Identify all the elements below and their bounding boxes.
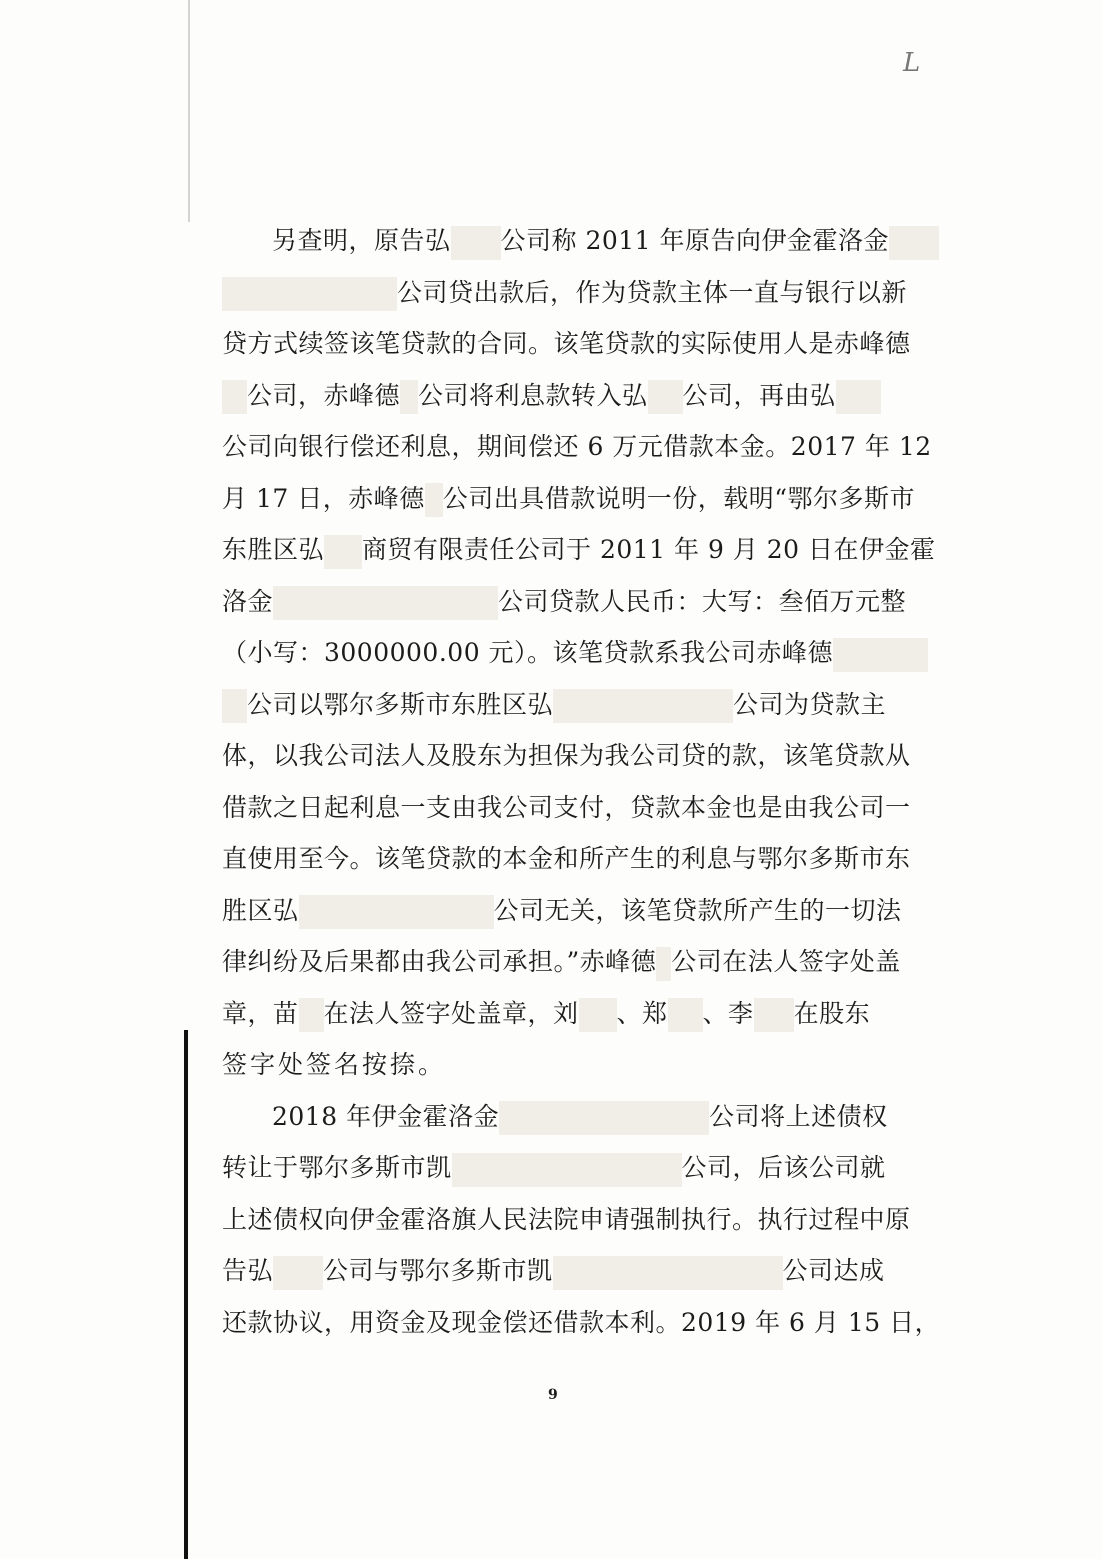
scan-edge-line: [184, 1030, 188, 1559]
text-segment: 公司，赤峰德: [247, 380, 401, 410]
text-segment: 公司贷款人民币：大写：叁佰万元整: [498, 586, 907, 616]
text-line: [222, 376, 864, 416]
text-segment: 在股东: [793, 998, 871, 1028]
redaction-block: [499, 1101, 709, 1135]
text-line: [222, 788, 911, 828]
text-segment: 公司在法人签字处盖: [671, 947, 901, 976]
redaction-block: [833, 638, 928, 672]
text-segment: 公司将利息款转入弘: [418, 380, 648, 410]
redaction-block: [648, 380, 683, 414]
text-segment: 上述债权向伊金霍洛旗人民法院申请强制执行。执行过程中原: [222, 1204, 911, 1234]
text-segment: 公司向银行偿还利息，期间偿还 6 万元借款本金。2017 年 12: [222, 432, 932, 461]
text-segment: 公司，再由弘: [682, 380, 836, 410]
redaction-block: [889, 226, 939, 260]
handwritten-corner-mark: L: [903, 48, 921, 78]
text-line: [272, 1097, 888, 1137]
redaction-block: [579, 998, 617, 1032]
text-line: [222, 582, 907, 622]
text-segment: 公司无关，该笔贷款所产生的一切法: [493, 895, 902, 925]
text-segment: 转让于鄂尔多斯市凯: [222, 1153, 452, 1182]
text-segment: 在法人签字处盖章，刘: [323, 998, 579, 1028]
redaction-block: [273, 586, 498, 620]
text-segment: 签字处签名按捺。: [222, 1050, 447, 1079]
text-line: [222, 1200, 911, 1240]
text-segment: 洛金: [222, 586, 274, 616]
text-segment: 章，苗: [222, 998, 299, 1028]
text-line: [222, 530, 936, 570]
text-segment: 公司与鄂尔多斯市凯: [323, 1256, 553, 1285]
text-segment: 还款协议，用资金及现金偿还借款本利。2019 年 6 月 15 日，: [222, 1307, 941, 1337]
redaction-block: [425, 483, 443, 517]
redaction-block: [400, 380, 418, 414]
text-segment: 另查明，原告弘: [272, 226, 451, 255]
redaction-block: [836, 380, 881, 414]
text-segment: 商贸有限责任公司于 2011 年 9 月 20 日在伊金霍: [362, 535, 936, 564]
text-line: [222, 1045, 864, 1085]
text-line: [222, 685, 887, 725]
text-segment: 2018 年伊金霍洛金: [272, 1101, 500, 1131]
text-segment: 胜区弘: [222, 895, 299, 925]
text-segment: 公司以鄂尔多斯市东胜区弘: [247, 689, 554, 719]
text-segment: 公司为贷款主: [733, 689, 887, 719]
redaction-block: [222, 277, 397, 311]
redaction-block: [299, 998, 324, 1032]
redaction-block: [222, 380, 247, 414]
text-segment: 月 17 日，赤峰德: [222, 483, 425, 513]
text-line: [222, 942, 901, 982]
text-segment: 公司出具借款说明一份，载明“鄂尔多斯市: [442, 483, 916, 513]
redaction-block: [656, 947, 671, 981]
text-line: [222, 633, 864, 673]
redaction-block: [451, 226, 501, 260]
text-line: [222, 324, 911, 364]
text-line: [222, 1148, 886, 1188]
scan-edge-line: [188, 0, 190, 222]
text-segment: 东胜区弘: [222, 535, 325, 564]
redaction-block: [668, 998, 703, 1032]
text-line: [222, 1251, 885, 1291]
text-segment: 公司贷出款后，作为贷款主体一直与银行以新: [397, 277, 908, 307]
text-segment: 告弘: [222, 1256, 274, 1285]
text-line: [222, 736, 911, 776]
redaction-block: [553, 689, 733, 723]
text-segment: 公司将上述债权: [709, 1101, 888, 1131]
text-line: [222, 839, 911, 879]
page-number: 9: [548, 1387, 558, 1403]
text-segment: 公司达成: [782, 1256, 885, 1285]
text-line: [222, 1303, 941, 1343]
redaction-block: [273, 1256, 323, 1290]
text-segment: 公司，后该公司就: [681, 1153, 886, 1182]
text-segment: 体，以我公司法人及股东为担保为我公司贷的款，该笔贷款从: [222, 741, 911, 770]
text-segment: 直使用至今。该笔贷款的本金和所产生的利息与鄂尔多斯市东: [222, 844, 911, 873]
redaction-block: [754, 998, 794, 1032]
text-segment: 、李: [702, 998, 754, 1028]
text-segment: 公司称 2011 年原告向伊金霍洛金: [500, 226, 890, 255]
text-segment: 、郑: [616, 998, 668, 1028]
text-segment: 律纠纷及后果都由我公司承担。”赤峰德: [222, 947, 657, 976]
text-segment: 借款之日起利息一支由我公司支付，贷款本金也是由我公司一: [222, 792, 911, 822]
text-line: [272, 221, 890, 261]
redaction-block: [222, 689, 247, 723]
text-segment: 贷方式续签该笔贷款的合同。该笔贷款的实际使用人是赤峰德: [222, 329, 911, 358]
text-line: [222, 479, 916, 519]
text-line: [222, 891, 902, 931]
redaction-block: [553, 1256, 783, 1290]
text-line: [222, 273, 908, 313]
redaction-block: [452, 1153, 682, 1187]
redaction-block: [299, 895, 494, 929]
text-line: [222, 427, 932, 467]
redaction-block: [324, 535, 362, 569]
text-line: [222, 994, 871, 1034]
text-segment: （小写：3000000.00 元）。该笔贷款系我公司赤峰德: [222, 638, 834, 667]
